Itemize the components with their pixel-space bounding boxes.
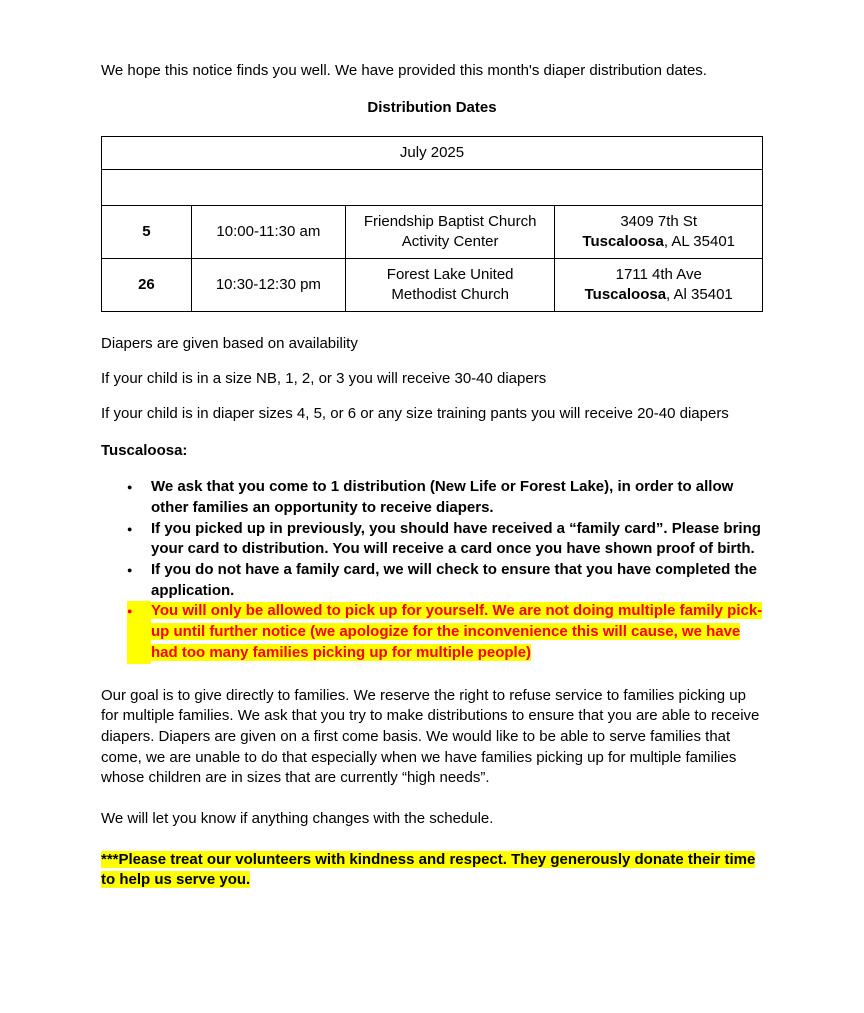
address-suffix: , AL 35401 [663, 233, 736, 251]
table-row-blank [102, 170, 763, 206]
location-line: Methodist Church [391, 286, 509, 304]
goal-paragraph: Our goal is to give directly to families. We reserve the right to refuse service to families picking up for multiple families. We ask that you try to make distributions to ensure that you are able to receive diapers. Diapers are given on a first come basis. We would like to be able to serve families that come, we are unable to do that especially when we have families picking up for multiple families whose children are in sizes that are currently “high needs”. [101, 686, 760, 787]
list-item [101, 560, 763, 601]
page-title: Distribution Dates [367, 98, 497, 116]
list-item [101, 477, 763, 518]
address-cell [555, 259, 763, 312]
location-cell [345, 259, 555, 312]
distribution-dates-table [101, 136, 763, 312]
size-small-paragraph: If your child is in a size NB, 1, 2, or 3 you will receive 30-40 diapers [101, 370, 547, 388]
intro-paragraph: We hope this notice finds you well. We have provided this month's diaper distribution dates. [101, 62, 707, 79]
time-cell: 10:30-12:30 pm [191, 259, 345, 312]
tuscaloosa-bullet-list [101, 477, 763, 663]
location-line: Activity Center [401, 233, 499, 251]
location-line: Forest Lake United [386, 265, 514, 283]
address-cell [555, 206, 763, 259]
time-cell: 10:00-11:30 am [191, 206, 345, 259]
volunteers-highlight-text: ***Please treat our volunteers with kindness and respect. They generously donate their time to help us serve you. [101, 850, 756, 889]
address-city: Tuscaloosa [582, 233, 664, 251]
bullet-text-highlighted [151, 601, 763, 663]
address-suffix: , Al 35401 [666, 286, 733, 304]
address-line: 3409 7th St [620, 212, 698, 230]
volunteers-notice-paragraph [101, 850, 763, 891]
address-line [559, 232, 758, 253]
day-cell: 26 [102, 259, 192, 312]
address-line [559, 285, 758, 306]
address-city: Tuscaloosa [584, 286, 667, 304]
location-cell [345, 206, 555, 259]
day-cell: 5 [102, 206, 192, 259]
bullet-text: We ask that you come to 1 distribution (New Life or Forest Lake), in order to allow other families an opportunity to receive diapers. [151, 478, 734, 516]
table-row-month [102, 137, 763, 170]
address-line: 1711 4th Ave [615, 265, 702, 283]
bullet-icon: ● [127, 601, 151, 663]
table-row [102, 259, 763, 312]
list-item-alert [101, 601, 763, 663]
schedule-note-paragraph: We will let you know if anything changes with the schedule. [101, 810, 494, 828]
bullet-icon: ● [127, 523, 133, 534]
bullet-text: If you do not have a family card, we will check to ensure that you have completed the application. [151, 561, 757, 599]
location-line: Friendship Baptist Church [363, 212, 537, 230]
bullet-icon: ● [127, 482, 133, 493]
list-item [101, 519, 763, 560]
city-heading: Tuscaloosa: [101, 441, 188, 459]
blank-cell [102, 170, 763, 206]
size-large-paragraph: If your child is in diaper sizes 4, 5, or 6 or any size training pants you will receive 20-40 diapers [101, 404, 729, 422]
bullet-text: If you picked up in previously, you should have received a “family card”. Please bring your card to distribution. You will receive a card once you have shown proof of birth. [151, 519, 761, 558]
table-row [102, 206, 763, 259]
bullet-icon: ● [127, 565, 133, 576]
availability-paragraph: Diapers are given based on availability [101, 335, 358, 353]
month-header-cell: July 2025 [102, 137, 763, 170]
alert-highlight-text: You will only be allowed to pick up for yourself. We are not doing multiple family pick-up until further notice (we apologize for the inconvenience this will cause, we have had too many families picking up for multiple people) [151, 602, 763, 661]
